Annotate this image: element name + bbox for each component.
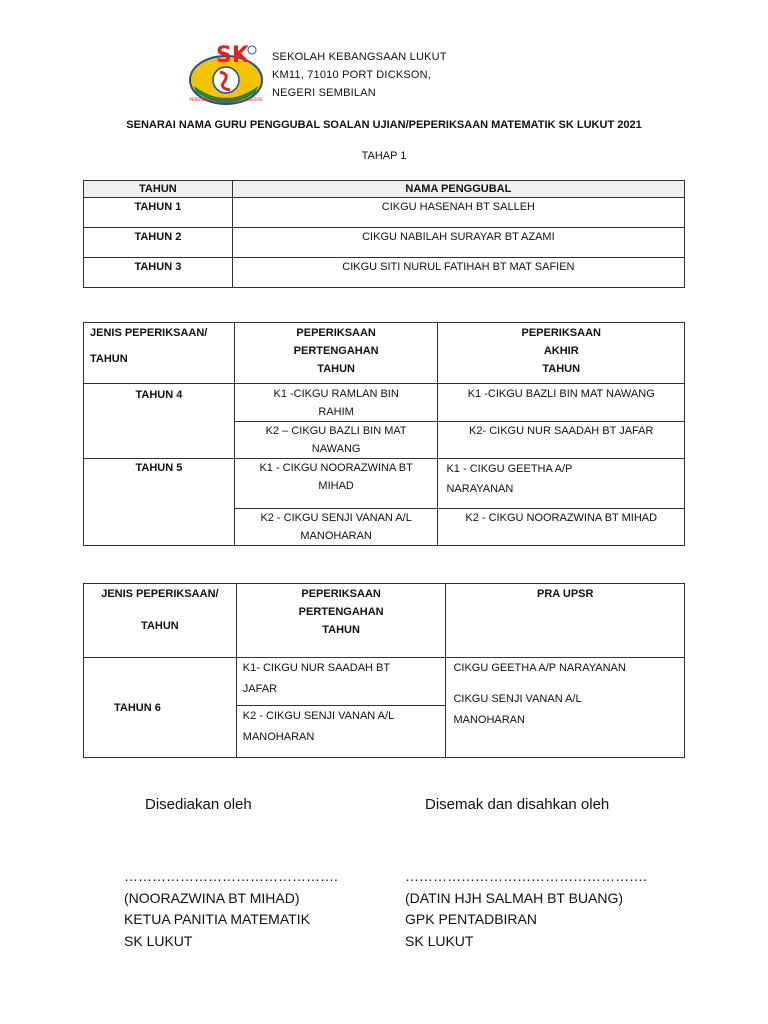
cell-line: K1 - CIKGU GEETHA A/P [446,463,573,475]
nama-cell: CIKGU SITI NURUL FATIHAH BT MAT SAFIEN [232,258,684,288]
k2-pertengahan-cell [234,509,438,546]
tahun-5-cell: TAHUN 5 [84,459,235,546]
table-row [84,459,685,509]
table-header-row [84,584,685,658]
tahun-4-cell: TAHUN 4 [84,384,235,459]
k2-pertengahan-cell [236,706,446,758]
table-row [84,258,685,288]
header-line: PERTENGAHAN [293,345,379,357]
left-signature-block [124,866,338,952]
k1-akhir-cell [438,459,685,509]
signature-dots: ……………………………………………. [405,868,647,884]
k2-akhir-cell: K2- CIKGU NUR SAADAH BT JAFAR [438,422,685,459]
cell-line: K1 -CIKGU RAMLAN BIN [273,388,399,400]
header-line: PERTENGAHAN [298,606,384,618]
k2-pertengahan-cell [234,422,438,459]
pra-upsr-cell [446,658,685,758]
header-line: PEPERIKSAAN [521,327,601,339]
logo-motto: PENDIDIKAN MEMBENTUK GENERASI [189,97,263,102]
header-line: TAHUN [322,624,360,636]
header-jenis-peperiksaan [84,323,235,384]
school-logo-graphic [186,40,266,106]
address-line-1: KM11, 71010 PORT DICKSON, [272,69,432,81]
table-row [84,658,685,706]
k2-akhir-cell: K2 - CIKGU NOORAZWINA BT MIHAD [438,509,685,546]
tahun-6-cell: TAHUN 6 [84,658,237,758]
address-line-2: NEGERI SEMBILAN [272,87,376,99]
header-line: TAHUN [542,363,581,375]
signatory-position: KETUA PANITIA MATEMATIK [124,911,310,927]
k1-pertengahan-cell [236,658,446,706]
prepared-by-label: Disediakan oleh [145,796,252,813]
signatory-school: SK LUKUT [124,932,193,949]
tahun6-table [83,583,685,758]
cell-line: MIHAD [318,480,354,492]
tahun-cell: TAHUN 2 [84,228,233,258]
cell-line: K2 – CIKGU BAZLI BIN MAT [265,425,407,437]
header-nama-penggubal: NAMA PENGGUBAL [232,181,684,198]
table-row [84,384,685,422]
nama-cell: CIKGU NABILAH SURAYAR BT AZAMI [232,228,684,258]
signatory-school: SK LUKUT [405,932,474,949]
header-tahun: TAHUN [84,181,233,198]
verified-by-label: Disemak dan disahkan oleh [425,796,610,813]
header-pra-upsr: PRA UPSR [446,584,685,658]
table-row [84,198,685,228]
logo-text: SK [216,43,249,68]
cell-line: MANOHARAN [242,731,315,743]
cell-line: JAFAR [242,683,278,695]
page-subtitle: TAHAP 1 [361,150,407,162]
header-pertengahan [234,323,438,384]
header-line: TAHUN [317,363,355,375]
cell-line: MANOHARAN [300,530,372,542]
cell-line: NARAYANAN [446,483,514,495]
signatory-name: (NOORAZWINA BT MIHAD) [124,889,300,906]
signatory-position: GPK PENTADBIRAN [405,911,537,927]
signatory-name: (DATIN HJH SALMAH BT BUANG) [405,889,624,906]
cell-line: MANOHARAN [453,714,525,726]
table-row [84,228,685,258]
cell-line: K1- CIKGU NUR SAADAH BT [242,662,391,674]
cell-line: K2 - CIKGU SENJI VANAN A/L [242,710,395,722]
k1-akhir-cell: K1 -CIKGU BAZLI BIN MAT NAWANG [438,384,685,422]
k1-pertengahan-cell [234,459,438,509]
right-signature-block [405,866,647,952]
header-line: AKHIR [543,345,579,357]
school-name: SEKOLAH KEBANGSAAN LUKUT [272,51,447,63]
header-akhir [438,323,685,384]
header-pertengahan [236,584,446,658]
page-title: SENARAI NAMA GURU PENGGUBAL SOALAN UJIAN/PEPERIKSAAN MATEMATIK SK LUKUT 2021 [126,119,642,131]
cell-line: CIKGU GEETHA A/P NARAYANAN [453,662,626,674]
cell-line: RAHIM [318,406,354,418]
school-logo [186,40,266,106]
tahap1-table [83,180,685,288]
header-line: TAHUN [90,353,128,365]
table-header-row [84,323,685,384]
cell-line: NAWANG [311,443,361,455]
tahun-cell: TAHUN 1 [84,198,233,228]
cell-line: K1 - CIKGU NOORAZWINA BT [259,462,413,474]
signature-dots: ………………………………………. [124,868,338,884]
header-jenis-peperiksaan [84,584,237,658]
nama-cell: CIKGU HASENAH BT SALLEH [232,198,684,228]
header-line: PEPERIKSAAN [296,327,376,339]
cell-line: CIKGU SENJI VANAN A/L [453,693,582,705]
table-header-row [84,181,685,198]
header-line: PEPERIKSAAN [301,588,381,600]
tahap2-table [83,322,685,546]
k1-pertengahan-cell [234,384,438,422]
cell-line: K2 - CIKGU SENJI VANAN A/L [260,512,412,524]
header-line: JENIS PEPERIKSAAN/ [101,588,219,600]
header-line: JENIS PEPERIKSAAN/ [90,327,208,339]
header-line: TAHUN [141,620,179,632]
tahun-cell: TAHUN 3 [84,258,233,288]
